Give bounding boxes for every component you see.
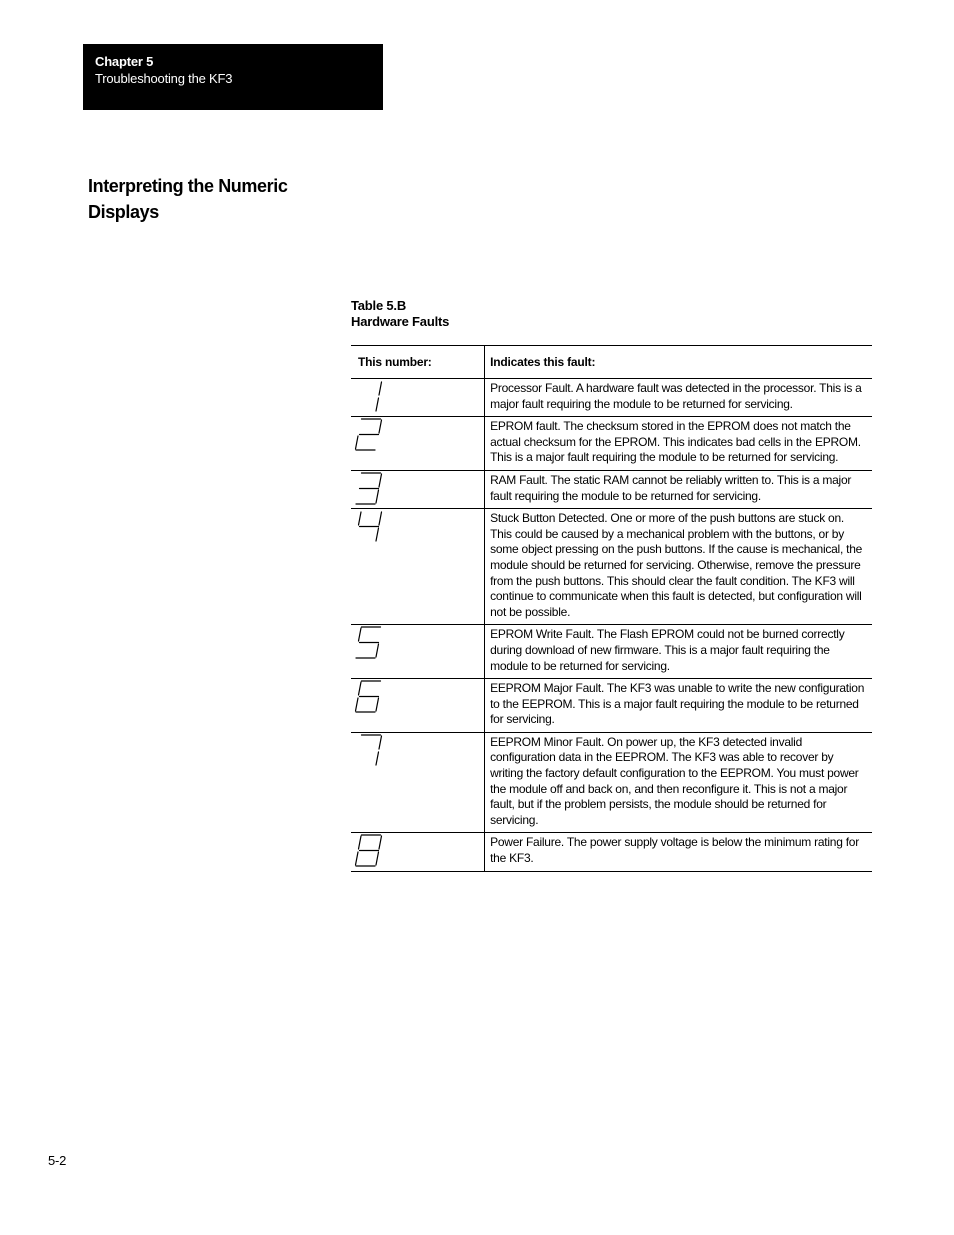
table-row [351, 833, 872, 871]
table-header-row [351, 346, 872, 379]
seven-segment-digit-6 [353, 679, 387, 715]
segment-f [359, 512, 362, 525]
segment-b [379, 736, 382, 749]
seven-segment-digit-1 [353, 379, 387, 415]
segment-f [359, 682, 362, 695]
segment-e [356, 436, 359, 449]
segment-c [376, 528, 379, 541]
segment-c [376, 398, 379, 411]
section-title: Interpreting the Numeric Displays [88, 176, 288, 222]
table-row [351, 679, 872, 733]
fault-number-cell [351, 833, 485, 871]
fault-description: Processor Fault. A hardware fault was detected in the processor. This is a major fault requiring the module to be returned for servicing. [485, 379, 872, 417]
table-row [351, 379, 872, 417]
fault-description: Power Failure. The power supply voltage is below the minimum rating for the KF3. [485, 833, 872, 871]
seven-segment-digit-3 [353, 471, 387, 507]
seven-segment-digit-8 [353, 833, 387, 869]
segment-f [359, 628, 362, 641]
chapter-label: Chapter 5 [95, 54, 154, 69]
table-row [351, 470, 872, 508]
table-caption [351, 298, 449, 330]
hardware-faults-table [351, 345, 872, 872]
table-row [351, 625, 872, 679]
seven-segment-digit-5 [353, 625, 387, 661]
fault-description: EPROM Write Fault. The Flash EPROM could not be burned correctly during download of new firmware. This is a major fault requiring the module to be returned for servicing. [485, 625, 872, 679]
table-row [351, 417, 872, 471]
seven-segment-digit-4 [353, 509, 387, 545]
fault-description: EPROM fault. The checksum stored in the EPROM does not match the actual checksum for the EPROM. This indicates bad cells in the EPROM. This is a major fault requiring the module to be returned for servicing. [485, 417, 872, 471]
fault-description: Stuck Button Detected. One or more of the push buttons are stuck on. This could be caused by a mechanical problem with the buttons, or by some object pressing on the push buttons. If the cause is mechanical, the module should be returned for servicing. Otherwise, remove the pressure from the push buttons. This should clear the fault condition. The KF3 will continue to communicate when this fault is detected, but configuration will not be possible. [485, 509, 872, 625]
fault-number-cell [351, 625, 485, 679]
segment-b [379, 836, 382, 849]
segment-c [376, 698, 379, 711]
page-number: 5-2 [48, 1153, 67, 1168]
fault-description: RAM Fault. The static RAM cannot be reliably written to. This is a major fault requiring the module to be returned for servicing. [485, 470, 872, 508]
column-header-fault: Indicates this fault: [485, 346, 872, 379]
table-body [351, 379, 872, 872]
fault-number-cell [351, 509, 485, 625]
chapter-title: Troubleshooting the KF3 [95, 71, 233, 86]
fault-number-cell [351, 470, 485, 508]
fault-description: EEPROM Major Fault. The KF3 was unable to write the new configuration to the EEPROM. This is a major fault requiring the module to be returned for servicing. [485, 679, 872, 733]
seven-segment-digit-7 [353, 733, 387, 769]
table-caption-title: Hardware Faults [351, 314, 450, 329]
segment-b [379, 512, 382, 525]
table-row [351, 509, 872, 625]
segment-b [379, 474, 382, 487]
table-row [351, 732, 872, 833]
segment-c [376, 644, 379, 657]
segment-e [356, 698, 359, 711]
segment-f [359, 836, 362, 849]
fault-number-cell [351, 732, 485, 833]
segment-c [376, 852, 379, 865]
segment-b [379, 382, 382, 395]
chapter-header [83, 44, 383, 110]
fault-number-cell [351, 417, 485, 471]
segment-e [356, 852, 359, 865]
fault-description: EEPROM Minor Fault. On power up, the KF3 detected invalid configuration data in the EEPROM. The KF3 was able to recover by writing the factory default configuration to the EEPROM. You must power the module off and back on, and then reconfigure it. This is not a major fault, but if the problem persists, the module should be returned for servicing. [485, 732, 872, 833]
segment-c [376, 490, 379, 503]
seven-segment-digit-2 [353, 417, 387, 453]
column-header-number: This number: [351, 346, 485, 379]
fault-number-cell [351, 379, 485, 417]
segment-b [379, 420, 382, 433]
table-caption-number: Table 5.B [351, 298, 407, 313]
fault-number-cell [351, 679, 485, 733]
segment-c [376, 752, 379, 765]
